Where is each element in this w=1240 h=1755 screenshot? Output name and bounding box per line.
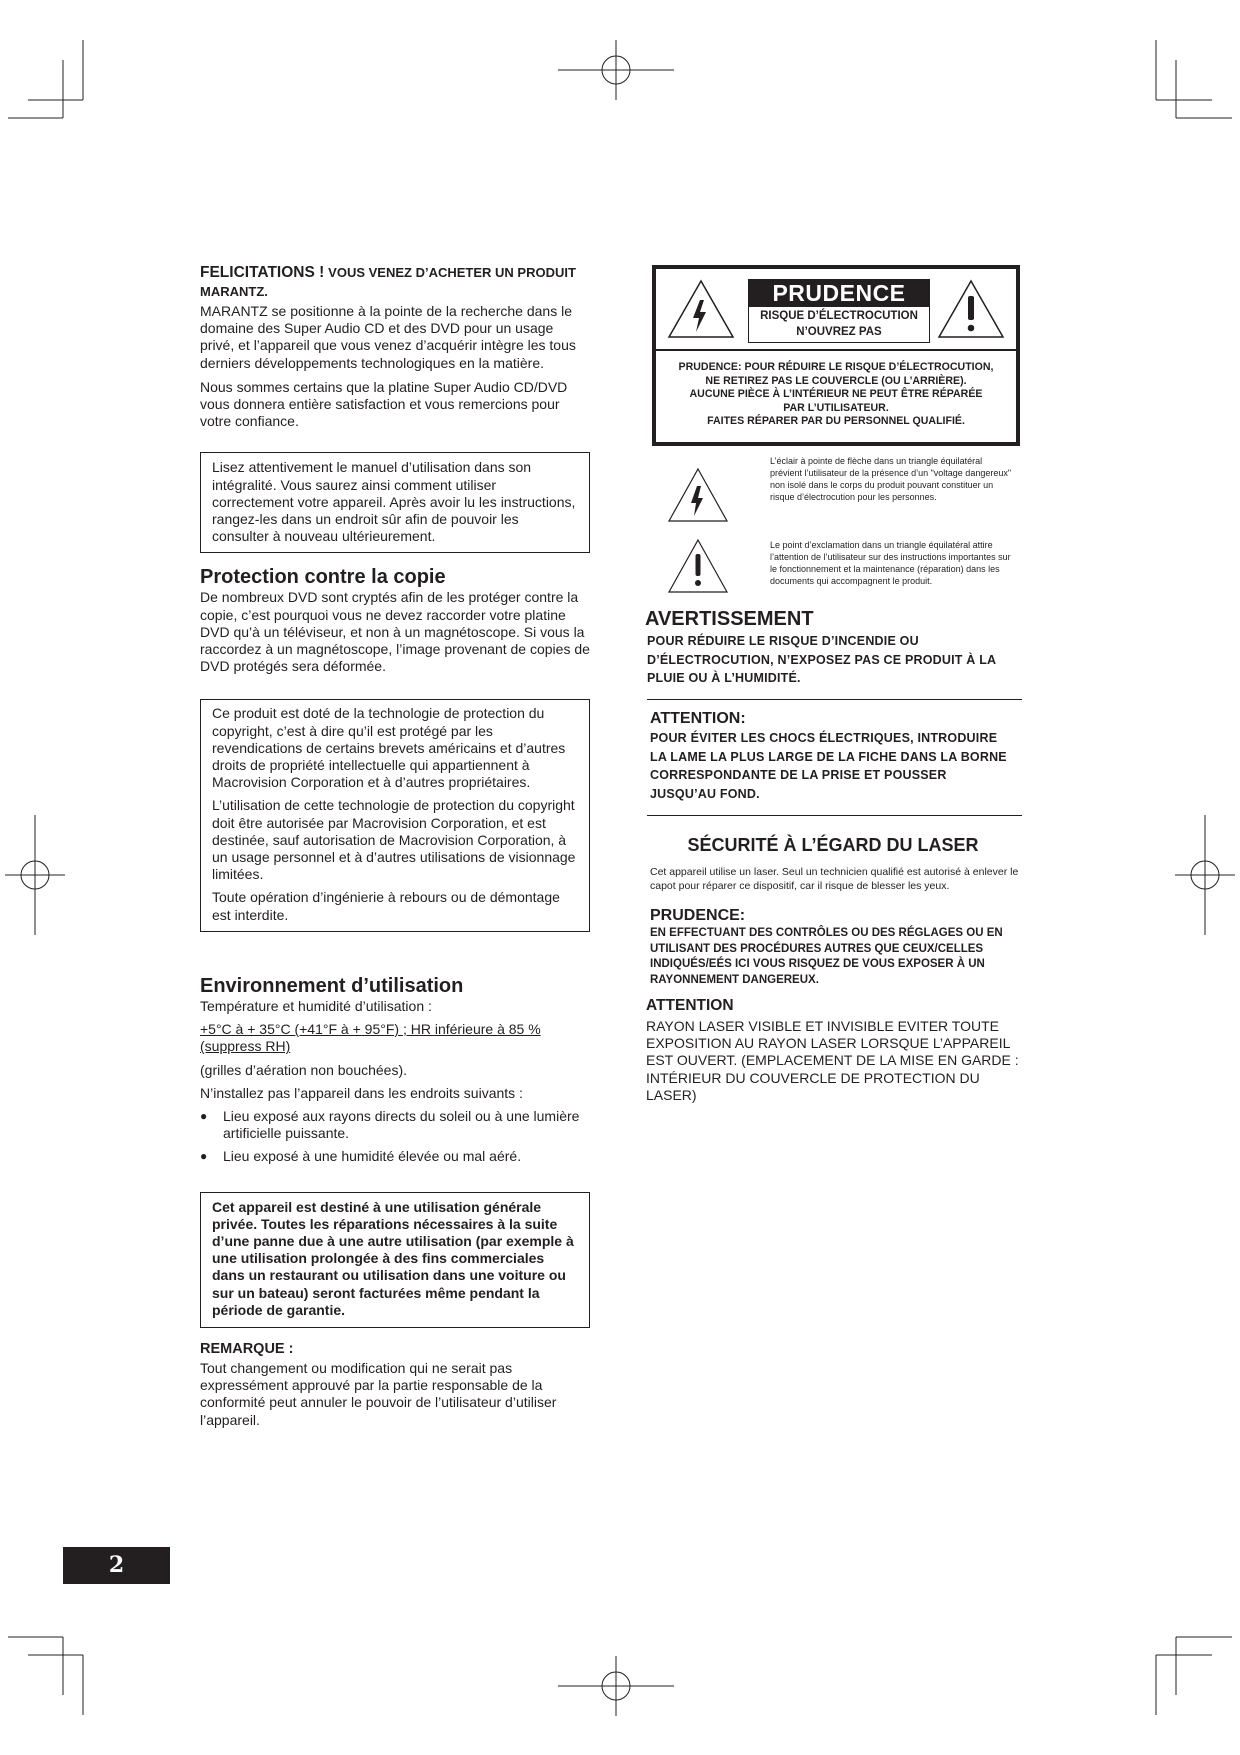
laser-safety-title: SÉCURITÉ À L’ÉGARD DU LASER <box>687 835 979 855</box>
read-manual-box <box>200 452 590 553</box>
environment-paragraph-2: +5°C à + 35°C (+41°F à + 95°F) ; HR inférieure à 85 % (suppress RH) <box>200 1021 541 1055</box>
prudence-center <box>748 279 930 343</box>
copy-protection-title: Protection contre la copie <box>200 566 446 589</box>
prudence-label <box>652 265 1020 446</box>
read-manual-text: Lisez attentivement le manuel d’utilisation dans son intégralité. Vous saurez ainsi comment utiliser correctement votre appareil. Après avoir lu les instructions, rangez-les dans un endroit sûr afin de pouvoir les consulter à nouveau ultérieurement. <box>212 459 576 545</box>
prudence-laser-text: EN EFFECTUANT DES CONTRÔLES OU DES RÉGLAGES OU EN UTILISANT DES PROCÉDURES AUTRES QUE CEUX/CELLES INDIQUÉS/EÉS ICI VOUS RISQUEZ DE VOUS EXPOSER À UN RAYONNEMENT DANGEREUX. <box>650 927 1003 986</box>
remarque-text: Tout changement ou modification qui ne serait pas expressément approuvé par la partie responsable de la conformité peut annuler le pouvoir de l’utilisateur d’utiliser l’appareil. <box>200 1359 557 1428</box>
exclamation-triangle-icon <box>666 537 730 595</box>
prudence-laser-title: PRUDENCE: <box>650 907 746 924</box>
felicitations-subtitle: VOUS VENEZ D’ACHETER UN PRODUIT MARANTZ. <box>200 265 576 299</box>
environment-paragraph-4: N’installez pas l’appareil dans les endroits suivants : <box>200 1084 523 1101</box>
prudence-line: AUCUNE PIÈCE À L’INTÉRIEUR NE PEUT ÊTRE RÉPARÉE <box>689 388 983 400</box>
macrovision-paragraph-3: Toute opération d’ingénierie à rebours ou de démontage est interdite. <box>212 889 560 923</box>
prudence-line: FAITES RÉPARER PAR DU PERSONNEL QUALIFIÉ. <box>707 415 965 427</box>
felicitations-paragraph-1: MARANTZ se positionne à la pointe de la recherche dans le domaine des Super Audio CD et des DVD pour un usage privé, et l’appareil que vous venez d’acquérir intègre les tous derniers développements technologiques en la matière. <box>200 303 576 371</box>
lightning-note: L’éclair à pointe de flèche dans un triangle équilatéral prévient l’utilisateur de la présence d’un "voltage dangereux" non isolé dans le corps du produit pouvant constituer un risque d’électrocution pour les personnes. <box>770 456 1012 502</box>
copy-protection-text: De nombreux DVD sont cryptés afin de les protéger contre la copie, c’est pourquoi vous ne devez raccorder votre platine DVD qu’à un téléviseur, et non à un magnétoscope. Si vous la raccordez à un magnétoscope, l’image provenant de copies de DVD protégés sera déformée. <box>200 589 590 675</box>
lightning-triangle-icon <box>666 466 730 524</box>
prudence-label-top <box>656 269 1016 351</box>
macrovision-paragraph-1: Ce produit est doté de la technologie de protection du copyright, c’est à dire qu’il est protégé par les revendications de certains brevets américains et d’autres droits de propriété intellectuelle qui appartiennent à Macrovision Corporation et à d’autres propriétaires. <box>212 705 566 791</box>
page-number: 2 <box>63 1547 170 1584</box>
lightning-triangle-icon <box>666 278 736 340</box>
environment-bullet-list <box>200 1108 590 1166</box>
environment-paragraph-1: Température et humidité d’utilisation : <box>200 997 432 1014</box>
environment-title: Environnement d’utilisation <box>200 974 464 997</box>
laser-safety-text: Cet appareil utilise un laser. Seul un technicien qualifié est autorisé à enlever le capot pour réparer ce dispositif, car il risque de blesser les yeux. <box>650 866 1019 892</box>
left-column <box>200 263 590 1429</box>
divider <box>647 815 1022 816</box>
bullet-text: Lieu exposé aux rayons directs du soleil ou à une lumière artificielle puissante. <box>223 1107 580 1142</box>
felicitations-heading <box>200 263 590 301</box>
prudence-banner: PRUDENCE <box>749 280 929 307</box>
warranty-box <box>200 1192 590 1328</box>
avertissement-title: AVERTISSEMENT <box>645 608 814 630</box>
list-item <box>200 1148 590 1165</box>
attention-laser-text: RAYON LASER VISIBLE ET INVISIBLE EVITER TOUTE EXPOSITION AU RAYON LASER LORSQUE L’APPAREIL EST OUVERT. (EMPLACEMENT DE LA MISE EN GARDE : INTÉRIEUR DU COUVERCLE DE PROTECTION DU LASER) <box>646 1018 1019 1103</box>
bullet-icon: ● <box>200 1108 208 1123</box>
remarque-title: REMARQUE : <box>200 1340 294 1357</box>
macrovision-paragraph-2: L’utilisation de cette technologie de protection du copyright doit être autorisée par Macrovision Corporation, et est destinée, sauf autorisation de Macrovision Corporation, à un usage personnel et à d’autres utilisations de visionnage limitées. <box>212 797 576 883</box>
list-item <box>200 1108 590 1142</box>
exclamation-triangle-icon <box>936 278 1006 340</box>
attention-text: POUR ÉVITER LES CHOCS ÉLECTRIQUES, INTRODUIRE LA LAME LA PLUS LARGE DE LA FICHE DANS LA BORNE CORRESPONDANTE DE LA PRISE ET POUSSER JUSQU’AU FOND. <box>650 731 1007 801</box>
divider <box>647 699 1022 700</box>
felicitations-paragraph-2: Nous sommes certains que la platine Super Audio CD/DVD vous donnera entière satisfaction et vous remercions pour votre confiance. <box>200 378 568 430</box>
prudence-sub-1: RISQUE D’ÉLECTROCUTION <box>760 310 918 322</box>
macrovision-box <box>200 699 590 931</box>
warranty-text: Cet appareil est destiné à une utilisation générale privée. Toutes les réparations nécessaires à la suite d’une panne due à une autre utilisation (par exemple à une utilisation prolongée à des fins commerciales dans un restaurant ou utilisation dans une voiture ou sur un bateau) seront facturées même pendant la période de garantie. <box>212 1198 574 1318</box>
attention-laser-title: ATTENTION <box>646 997 734 1014</box>
prudence-line: NE RETIREZ PAS LE COUVERCLE (OU L’ARRIÈRE). <box>705 374 967 387</box>
prudence-line: PAR L’UTILISATEUR. <box>783 401 889 414</box>
environment-paragraph-3: (grilles d’aération non bouchées). <box>200 1061 408 1078</box>
attention-title: ATTENTION: <box>650 710 746 727</box>
bullet-text: Lieu exposé à une humidité élevée ou mal aéré. <box>223 1148 522 1165</box>
prudence-line: PRUDENCE: POUR RÉDUIRE LE RISQUE D’ÉLECTROCUTION, <box>678 361 994 373</box>
prudence-sub-2: N’OUVREZ PAS <box>796 326 882 338</box>
avertissement-text: POUR RÉDUIRE LE RISQUE D’INCENDIE OU D’ÉLECTROCUTION, N’EXPOSEZ PAS CE PRODUIT À LA PLUIE OU À L’HUMIDITÉ. <box>647 634 996 685</box>
bullet-icon: ● <box>200 1149 208 1164</box>
felicitations-title: FELICITATIONS ! <box>200 264 325 281</box>
exclamation-note: Le point d’exclamation dans un triangle équilatéral attire l’attention de l’utilisateur sur des instructions importantes sur le fonctionnement et la maintenance (réparation) dans les documents qui accompagnent le produit. <box>770 540 1011 586</box>
prudence-label-text <box>656 361 1016 429</box>
